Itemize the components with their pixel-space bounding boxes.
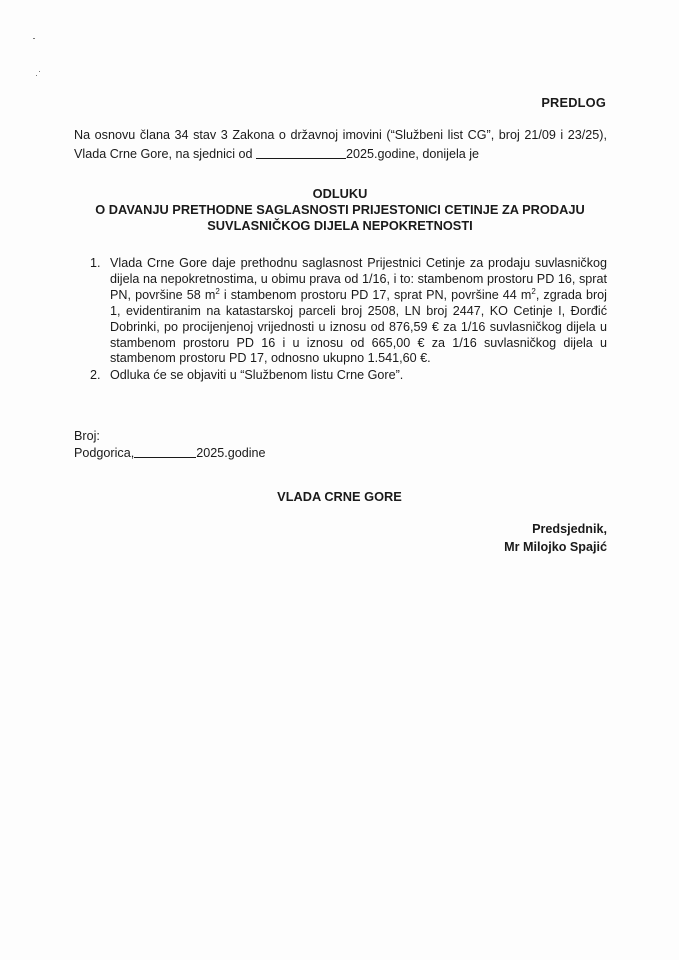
place: Podgorica,	[74, 446, 135, 460]
heading-line-3: SUVLASNIČKOG DIJELA NEPOKRETNOSTI	[207, 218, 473, 233]
government-name: VLADA CRNE GORE	[277, 489, 402, 504]
scan-speck	[33, 38, 35, 39]
intro-text-part2: 2025.godine, donijela je	[346, 147, 480, 161]
decision-items	[90, 256, 607, 384]
date-blank-line	[256, 147, 346, 159]
item-number: 2.	[90, 368, 101, 383]
item-text-b: i stambenom prostoru PD 17, sprat PN, površine 44 m	[219, 287, 532, 302]
intro-text-part1: Na osnovu člana 34 stav 3 Zakona o državnoj imovini (“Službeni list CG”, broj 21/09 i 23/25), Vlada Crne Gore, na sjednici od	[74, 128, 607, 161]
date-blank-line	[134, 446, 196, 458]
heading-line-2: O DAVANJU PRETHODNE SAGLASNOSTI PRIJESTONICI CETINJE ZA PRODAJU	[95, 202, 585, 217]
superscript: 2	[531, 286, 536, 296]
decision-item-2	[90, 368, 607, 384]
item-number: 1.	[90, 256, 101, 270]
scan-speck	[39, 71, 40, 72]
heading-line-1: ODLUKU	[312, 186, 368, 201]
document-meta	[74, 428, 266, 462]
signature-block	[504, 521, 607, 556]
intro-paragraph	[74, 126, 607, 164]
item-text-a: Vlada Crne Gore daje prethodnu saglasnost Prijestnici Cetinje za prodaju suvlasničkog dijela na nepokretnostima, u obimu prava od 1/16, i to: stambenom prostoru PD 16, sprat PN, površine 58 m	[110, 256, 607, 302]
superscript: 2	[215, 286, 220, 296]
scan-speck	[36, 75, 37, 76]
item-text: Odluka će se objaviti u “Službenom listu Crne Gore”.	[110, 368, 404, 383]
decision-item-1	[90, 256, 607, 367]
place-date-line	[74, 445, 266, 462]
decision-heading	[60, 186, 620, 234]
signatory-title: Predsjednik,	[532, 522, 607, 536]
item-text-c: , zgrada broj 1, evidentiranim na katastarskoj parceli broj 2508, LN broj 2447, KO Cetinje I, Đorđić Dobrinki, po procijenjenoj vrijednosti u iznosu od 876,59 € za 1/16 suvlasničkog dijela u stambenom prostoru PD 16 i u iznosu od 665,00 € za 1/16 suvlasničkog dijela u stambenom prostoru PD 17, odnosno ukupno 1.541,60 €.	[110, 287, 607, 366]
draft-label: PREDLOG	[541, 95, 606, 110]
number-label: Broj:	[74, 429, 100, 443]
signatory-name: Mr Milojko Spajić	[504, 539, 607, 554]
date-suffix: 2025.godine	[196, 446, 266, 460]
